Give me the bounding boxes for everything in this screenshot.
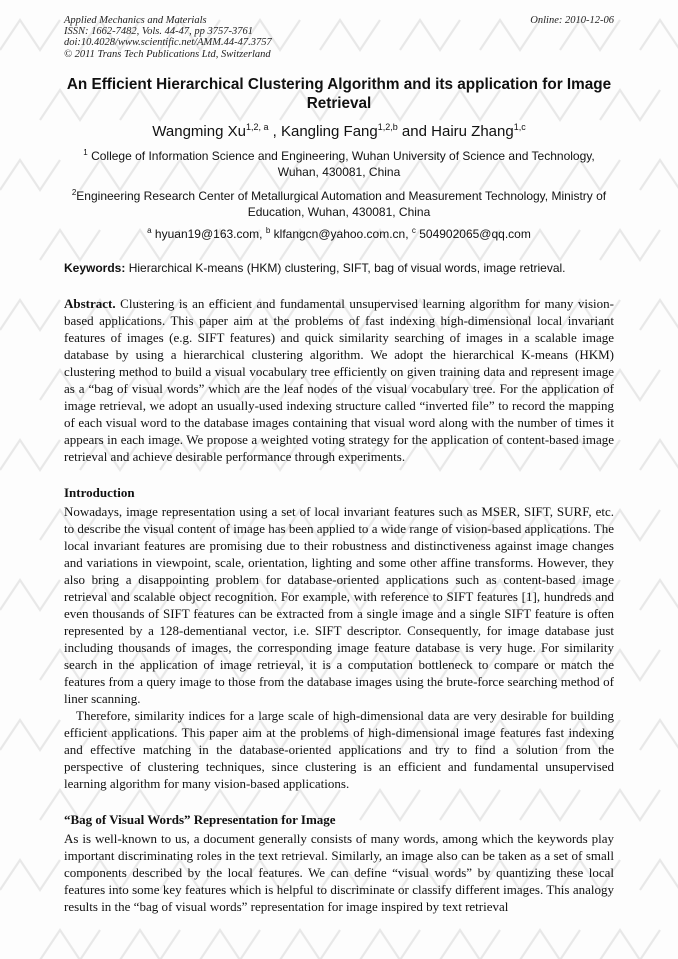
- email-text: 504902065@qq.com: [415, 226, 531, 241]
- watermark-stroke: [0, 300, 60, 330]
- watermark-stroke: [640, 160, 678, 190]
- affiliation-1: [64, 148, 614, 181]
- watermark-stroke: [360, 930, 420, 959]
- abstract-paragraph: [64, 295, 614, 465]
- page-content: [64, 15, 614, 915]
- issn-line: ISSN: 1662-7482, Vols. 44-47, pp 3757-3761: [64, 26, 253, 38]
- doi-line: doi:10.4028/www.scientific.net/AMM.44-47.3757: [64, 37, 272, 49]
- watermark-stroke: [200, 930, 260, 959]
- watermark-stroke: [0, 860, 60, 890]
- author-name: Wangming Xu: [152, 122, 246, 140]
- author-affil-mark: 1,2, a: [245, 121, 269, 132]
- intro-paragraph-1: Nowadays, image representation using a set of local invariant features such as MSER, SIFT, SURF, etc. to describe the visual content of image has been applied to a wide range of vision-based applications. The local invariant features are promising due to their robustness and distinctiveness against image changes and variations in viewpoint, scale, orientation, lighting and some other affine transforms. However, they also bring a disappointing problem for database-oriented applications such as content-based image retrieval and scalable object recognition. For example, with reference to SIFT features [1], hundreds and even thousands of SIFT features can be extracted from a single image and a single SIFT feature is often represented by a 128-dementianal vector, i.e. SIFT descriptor. Consequently, for image database just including thousands of images, the corresponding image feature database is very huge. For similarity search in the application of image retrieval, it is a computation bottleneck to compare or match the features from a query image to those from the database images using the brute-force searching method of liner scanning.: [64, 503, 614, 706]
- bovw-paragraph-1: As is well-known to us, a document generally consists of many words, among which the keywords play important discriminating roles in the text retrieval. Similarly, an image also can be taken as a set of small components described by the local features. We can define “visual words” by quantizing these local features into some key features which is helpful to discriminate or classify different images. This analogy results in the “bag of visual words” representation for image inspired by text retrieval: [64, 830, 614, 914]
- watermark-stroke: [120, 930, 180, 959]
- watermark-stroke: [520, 930, 580, 959]
- author-affil-mark: 1,c: [513, 121, 526, 132]
- watermark-stroke: [280, 930, 340, 959]
- affiliation-mark: 1: [83, 147, 88, 157]
- keywords-label: Keywords:: [64, 260, 126, 275]
- watermark-stroke: [600, 930, 660, 959]
- email-mark: a: [147, 225, 152, 235]
- watermark-stroke: [0, 20, 60, 50]
- watermark-stroke: [0, 720, 60, 750]
- watermark-stroke: [0, 160, 60, 190]
- email-text: hyuan19@163.com,: [151, 226, 266, 241]
- author-affil-mark: 1,2,b: [377, 121, 398, 132]
- affiliation-text: Engineering Research Center of Metallurgical Automation and Measurement Technology, Ministry of Education, Wuhan, 430081, China: [76, 188, 607, 220]
- watermark-stroke: [640, 440, 678, 470]
- journal-name: Applied Mechanics and Materials: [64, 15, 207, 26]
- section-heading-bovw: “Bag of Visual Words” Representation for Image: [64, 811, 336, 827]
- watermark-stroke: [640, 300, 678, 330]
- abstract-label: Abstract.: [64, 295, 116, 311]
- intro-paragraph-2: Therefore, similarity indices for a large scale of high-dimensional data are very desirable for building efficient applications. This paper aim at the problems of high-dimensional image features fast indexing and effective matching in the database-oriented applications and try to find a solution from the perspective of clustering techniques, since clustering is an efficient and fundamental unsupervised learning algorithm for many vision-based applications.: [64, 707, 614, 791]
- section-heading-introduction: Introduction: [64, 484, 135, 500]
- author-list: [64, 123, 614, 141]
- watermark-stroke: [0, 580, 60, 610]
- author-separator: and: [397, 122, 432, 140]
- watermark-stroke: [640, 720, 678, 750]
- author-name: Kangling Fang: [280, 122, 378, 140]
- watermark-stroke: [640, 580, 678, 610]
- online-date: Online: 2010-12-06: [530, 15, 614, 26]
- journal-header: [64, 15, 614, 60]
- watermark-stroke: [640, 20, 678, 50]
- copyright-line: © 2011 Trans Tech Publications Ltd, Switzerland: [64, 48, 271, 60]
- affiliation-text: College of Information Science and Engineering, Wuhan University of Science and Technology, Wuhan, 430081, China: [87, 148, 599, 180]
- watermark-stroke: [640, 860, 678, 890]
- email-mark: c: [411, 225, 416, 235]
- affiliation-2: [64, 188, 614, 221]
- author-separator: ,: [268, 122, 281, 140]
- email-list: [64, 226, 614, 242]
- email-text: klfangcn@yahoo.com.cn,: [270, 226, 412, 241]
- keywords-line: [64, 260, 614, 276]
- affiliation-mark: 2: [71, 187, 77, 197]
- watermark-stroke: [40, 930, 100, 959]
- paper-title: An Efficient Hierarchical Clustering Algorithm and its application for Image Retrieval: [66, 75, 612, 112]
- keywords-text: Hierarchical K-means (HKM) clustering, SIFT, bag of visual words, image retrieval.: [125, 260, 566, 275]
- watermark-stroke: [440, 930, 500, 959]
- email-mark: b: [265, 225, 271, 235]
- abstract-text: Clustering is an efficient and fundamental unsupervised learning algorithm for many vision-based applications. This paper aim at the problems of fast indexing high-dimensional local invariant features of images (e.g. SIFT features) and quick similarity searching of images in a scalable image database by using a hierarchical clustering algorithm. We adopt the hierarchical K-means (HKM) clustering method to build a visual vocabulary tree efficiently on given training data and represent image as a “bag of visual words” which are the leaf nodes of the visual vocabulary tree. For the application of image retrieval, we adopt an usually-used indexing structure called “inverted file” to record the mapping of each visual word to the database images containing that visual word along with the number of times it appears in each image. We propose a weighted voting strategy for the application of content-based image retrieval and achieve desirable performance through experiments.: [64, 295, 614, 464]
- watermark-stroke: [0, 440, 60, 470]
- author-name: Hairu Zhang: [431, 122, 514, 140]
